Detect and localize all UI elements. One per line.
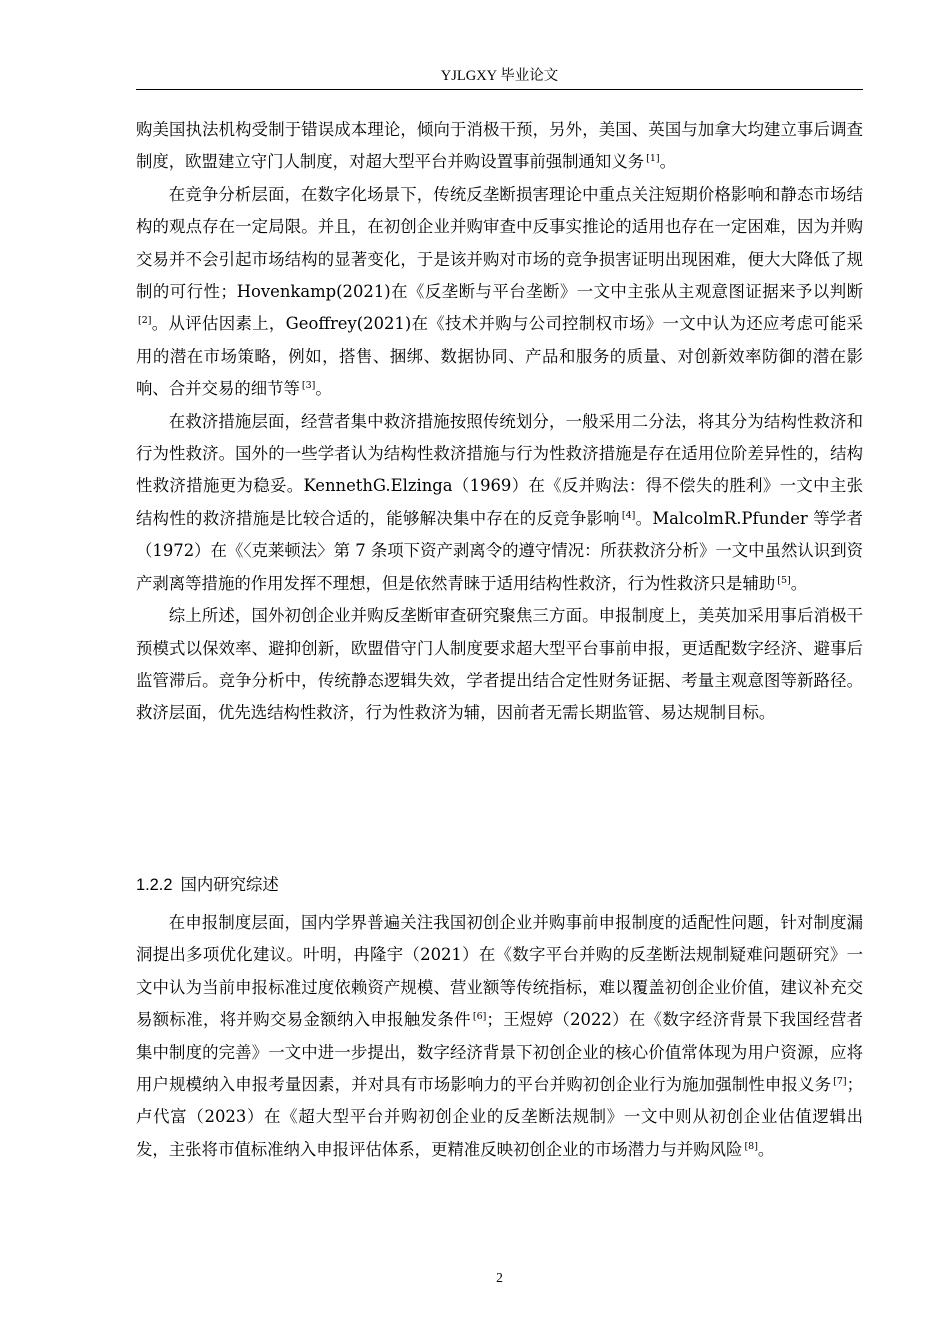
paragraph-text: 在申报制度层面，国内学界普遍关注我国初创企业并购事前申报制度的适配性问题，针对制度漏洞提出多项优化建议。叶明，冉隆宇（2021）在《数字平台并购的反垄断法规制疑难问题研究》一文中认为当前申报标准过度依赖资产规模、营业额等传统指标，难以覆盖初创企业价值，建议补充交易额标准，将并购交易金额纳入申报触发条件 [136, 913, 863, 1030]
paragraph-tail: 。 [659, 152, 676, 172]
citation-ref: [6] [472, 1011, 487, 1023]
page-header: YJLGXY 毕业论文 [440, 68, 559, 84]
paragraph-text: 综上所述，国外初创企业并购反垄断审查研究聚焦三方面。申报制度上，美英加采用事后消极干预模式以保效率、避抑创新，欧盟借守门人制度要求超大型平台事前申报，更适配数字经济、避事后监管滞后。竞争分析中，传统静态逻辑失效，学者提出结合定性财务证据、考量主观意图等新路径。救济层面，优先选结构性救济，行为性救济为辅，因前者无需长期监管、易达规制目标。 [136, 606, 863, 723]
paragraph-tail: 。 [315, 379, 332, 399]
paragraph-text-mid: 。MalcolmR.Pfunder 等学者（1972）在《〈克莱顿法〉第 7 条项下资产剥离令的遵守情况：所获救济分析》一文中虽然认识到资产剥离等措施的作用发挥不理想，但是依然青睐于适用结构性救济，行为性救济只是辅助 [136, 508, 864, 593]
paragraph-continuation [136, 114, 863, 179]
paragraph-tail: 。 [757, 1139, 775, 1159]
section-number: 1.2.2 [136, 876, 173, 894]
section-heading [136, 871, 863, 899]
page-number: 2 [496, 1270, 503, 1285]
paragraph-text-mid: 。从评估因素上，Geoffrey(2021)在《技术并购与公司控制权市场》一文中认为还应考虑可能采用的潜在市场策略，例如，搭售、捆绑、数据协同、产品和服务的质量、对创新效率防御的潜在影响、合并交易的细节等 [136, 314, 863, 399]
paragraph-text: 在救济措施层面，经营者集中救济措施按照传统划分，一般采用二分法，将其分为结构性救济和行为性救济。国外的一些学者认为结构性救济措施与行为性救济措施是存在适用位阶差异性的，结构性救济措施更为稳妥。KennethG.Elzinga（1969）在《反并购法：得不偿失的胜利》一文中主张结构性的救济措施是比较合适的，能够解决集中存在的反竞争影响 [136, 411, 863, 528]
citation-ref: [8] [744, 1140, 758, 1152]
section-title: 国内研究综述 [180, 876, 279, 894]
citation-ref: [3] [301, 380, 316, 392]
paragraph-competition-analysis [136, 179, 863, 406]
citation-ref: [7] [833, 1076, 847, 1088]
citation-ref: [4] [621, 509, 636, 521]
paragraph-text: 在竞争分析层面，在数字化场景下，传统反垄断损害理论中重点关注短期价格影响和静态市场结构的观点存在一定局限。并且，在初创企业并购审查中反事实推论的适用也存在一定困难，因为并购交易并不会引起市场结构的显著变化，于是该并购对市场的竞争损害证明出现困难，便大大降低了规制的可行性；Hovenkamp(2021)在《反垄断与平台垄断》一文中主张从主观意图证据来予以判断 [136, 184, 863, 302]
body-text-block-2 [136, 907, 863, 1166]
paragraph-remedies [136, 406, 863, 600]
paragraph-text-mid: ；王煜婷（2022）在《数字经济背景下我国经营者集中制度的完善》一文中进一步提出，数字经济背景下初创企业的核心价值常体现为用户资源，应将用户规模纳入申报考量因素，并对具有市场影响力的平台并购初创企业行为施加强制性申报义务 [136, 1010, 863, 1095]
citation-ref: [5] [777, 574, 791, 586]
paragraph-text: 购美国执法机构受制于错误成本理论，倾向于消极干预，另外，美国、英国与加拿大均建立事后调查制度，欧盟建立守门人制度，对超大型平台并购设置事前强制通知义务 [136, 120, 863, 172]
body-text-block [136, 114, 863, 730]
paragraph-summary [136, 600, 863, 730]
header-divider [136, 89, 863, 90]
citation-ref: [2] [138, 315, 152, 327]
paragraph-domestic-filing [136, 907, 863, 1166]
citation-ref: [1] [646, 153, 660, 165]
paragraph-tail: 。 [790, 573, 808, 593]
paragraph-text-mid: ；卢代富（2023）在《超大型平台并购初创企业的反垄断法规制》一文中则从初创企业估值逻辑出发，主张将市值标准纳入申报评估体系，更精准反映初创企业的市场潜力与并购风险 [136, 1075, 863, 1159]
